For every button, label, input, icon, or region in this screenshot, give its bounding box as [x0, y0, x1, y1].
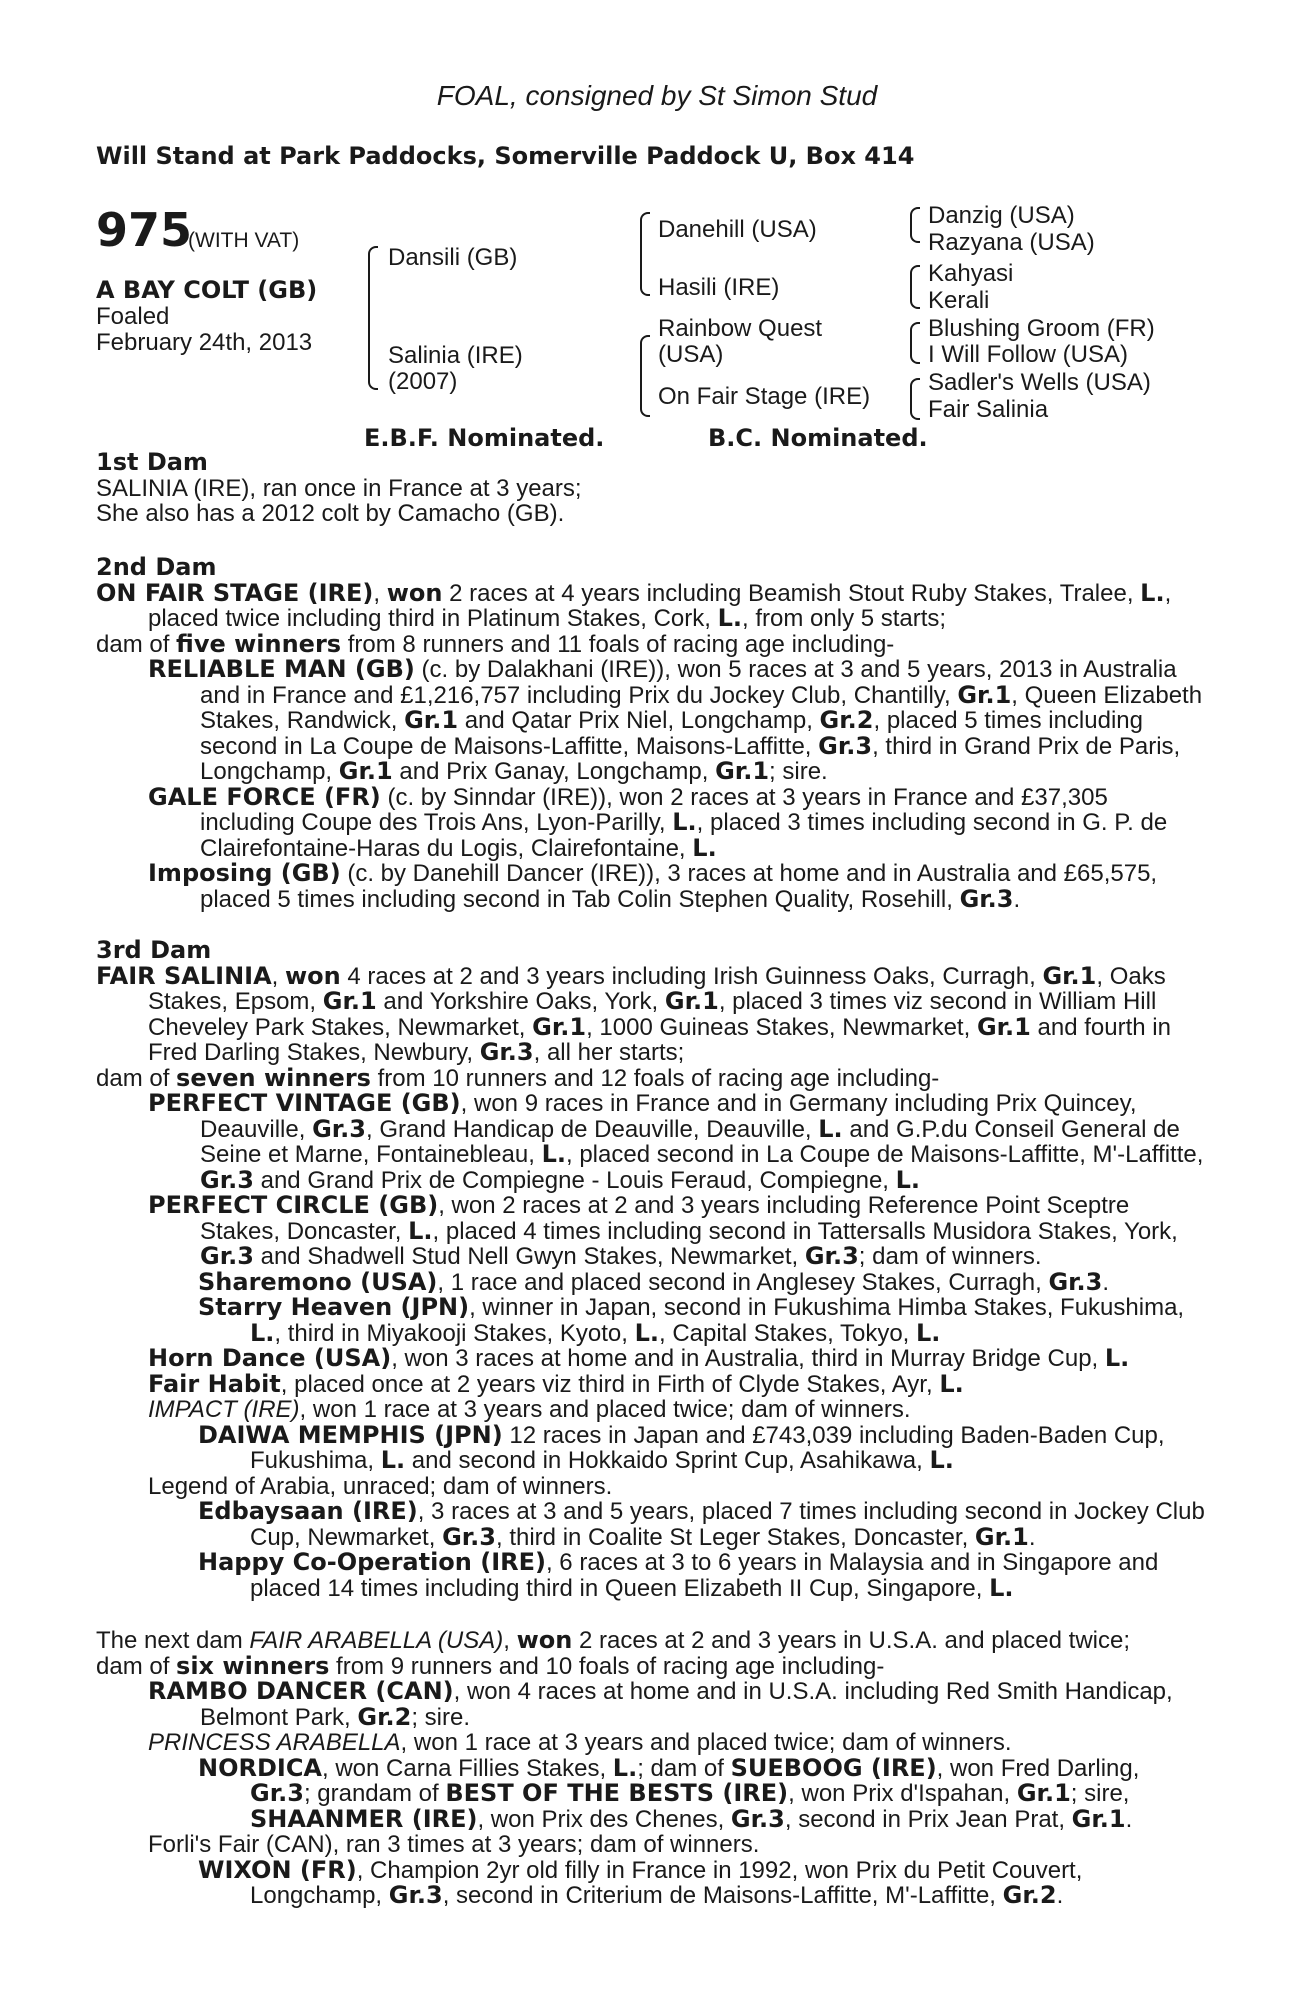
text: ,	[503, 1627, 517, 1654]
second-dam-produce-summary	[96, 629, 1206, 658]
text: from 8 runners and 11 foals of racing age including-	[341, 630, 895, 658]
pedigree-sire: Dansili (GB)	[388, 244, 518, 271]
third-dam-record	[96, 961, 1206, 1066]
text: and second in Hokkaido Sprint Cup, Asahikawa,	[405, 1447, 930, 1474]
produce-entry	[96, 1193, 1206, 1270]
text: , 1 race and placed second in Anglesey Stakes, Curragh,	[437, 1268, 1049, 1296]
produce-name: RAMBO DANCER (CAN)	[148, 1677, 454, 1705]
grade-marker: Gr.3	[730, 1804, 785, 1833]
text: , won Fred Darling,	[936, 1754, 1140, 1782]
produce-name: NORDICA	[198, 1753, 323, 1782]
text: (c. by Sinndar (IRE)), won 2 races at 3 years in France and £37,305 including Coupe des Trois Ans, Lyon-Parilly,	[200, 783, 1108, 836]
third-dam-heading: 3rd Dam	[96, 936, 212, 964]
grade-marker: Gr.3	[959, 884, 1014, 913]
produce-entry	[96, 1369, 1206, 1398]
pedigree-ssd: Razyana (USA)	[928, 229, 1095, 256]
grade-marker: Gr.2	[1002, 1881, 1057, 1909]
produce-entry	[96, 1295, 1206, 1346]
text: , won 2 races at 2 and 3 years including Reference Point Sceptre Stakes, Doncaster,	[200, 1192, 1130, 1245]
grade-marker: Gr.2	[357, 1702, 412, 1731]
text: and G.P.du Conseil General de Seine et Marne, Fontainebleau,	[200, 1115, 1180, 1168]
next-dam-record	[96, 1628, 1206, 1654]
grade-marker: Gr.1	[404, 706, 459, 734]
pedigree-dam-sire-line1: Rainbow Quest	[658, 315, 823, 342]
won-label: won	[285, 961, 341, 990]
pedigree-ddd: Fair Salinia	[928, 396, 1049, 423]
grade-marker: Gr.1	[976, 1012, 1031, 1041]
grade-marker: Gr.3	[804, 1242, 859, 1270]
text: .	[1102, 1268, 1110, 1296]
third-dam-section	[96, 938, 1206, 1601]
text: , won Prix d'Ispahan,	[788, 1780, 1017, 1807]
grade-marker: Gr.1	[974, 1522, 1029, 1551]
grade-marker: Gr.3	[818, 731, 873, 760]
produce-name: SHAANMER (IRE)	[250, 1804, 478, 1833]
pedigree-brace-sd	[910, 265, 920, 309]
produce-name: PERFECT CIRCLE (GB)	[148, 1191, 439, 1219]
text: and Shadwell Stud Nell Gwyn Stakes, Newmarket,	[253, 1243, 805, 1270]
listed-marker: L.	[1104, 1344, 1130, 1372]
text: , second in Criterium de Maisons-Laffitte, M'-Laffitte,	[442, 1882, 1003, 1909]
text: .	[1125, 1805, 1133, 1833]
produce-entry	[96, 1397, 1206, 1423]
bc-nominated: B.C. Nominated.	[708, 424, 928, 452]
text: and fourth in Fred Darling Stakes, Newbury,	[148, 1013, 1171, 1066]
next-dam-section	[96, 1628, 1206, 1909]
text: ; grandam of	[303, 1780, 446, 1807]
text: , won 3 races at home and in Australia, third in Murray Bridge Cup,	[391, 1345, 1105, 1372]
grade-marker: Gr.1	[1016, 1779, 1071, 1807]
page-title: FOAL, consigned by St Simon Stud	[436, 80, 878, 111]
first-dam-heading: 1st Dam	[96, 448, 208, 476]
listed-marker: L.	[250, 1318, 275, 1347]
ebf-nominated: E.B.F. Nominated.	[364, 424, 605, 452]
pedigree-sdd: Kerali	[928, 287, 990, 314]
produce-name: GALE FORCE (FR)	[148, 782, 381, 811]
pedigree-brace-ss	[910, 207, 920, 243]
text: ; sire.	[411, 1703, 471, 1731]
text: , won 9 races in France and in Germany including Prix Quincey, Deauville,	[200, 1090, 1137, 1143]
text: ; dam of winners.	[858, 1243, 1042, 1270]
text: , won 1 race at 3 years and placed twice; dam of winners.	[400, 1729, 1012, 1756]
grade-marker: Gr.3	[479, 1038, 534, 1066]
pedigree-dss: Blushing Groom (FR)	[928, 315, 1155, 342]
produce-entry: Forli's Fair (CAN), ran 3 times at 3 years; dam of winners.	[148, 1831, 760, 1858]
grade-marker: Gr.1	[1042, 961, 1097, 990]
produce-entry	[96, 1091, 1206, 1193]
horse-name: A BAY COLT (GB)	[96, 276, 318, 304]
produce-entry	[96, 1267, 1206, 1296]
produce-entry	[96, 1753, 1206, 1833]
listed-marker: L.	[612, 1753, 638, 1782]
text: , placed 5 times including second in La Coupe de Maisons-Laffitte, Maisons-Laffitte,	[200, 707, 1143, 760]
won-label: won	[386, 578, 443, 607]
produce-name: Happy Co-Operation (IRE)	[198, 1548, 546, 1576]
foaled-label: Foaled	[96, 303, 170, 330]
grade-marker: Gr.3	[312, 1114, 366, 1143]
text: .	[1028, 1523, 1036, 1551]
text: 2 races at 2 and 3 years in U.S.A. and placed twice;	[572, 1627, 1130, 1654]
listed-marker: L.	[1140, 578, 1165, 607]
first-dam-line1: SALINIA (IRE), ran once in France at 3 years;	[96, 474, 582, 502]
text: , placed 3 times including second in G. P. de Clairefontaine-Haras du Logis, Clairefontaine,	[200, 809, 1168, 862]
grade-marker: Gr.3	[1048, 1267, 1103, 1296]
pedigree-brace-sire	[640, 212, 650, 296]
produce-entry	[96, 1730, 1206, 1756]
produce-name: Sharemono (USA)	[198, 1267, 438, 1296]
stand-location: Will Stand at Park Paddocks, Somerville Paddock U, Box 414	[96, 142, 915, 170]
text: , third in Miyakooji Stakes, Kyoto,	[274, 1319, 635, 1347]
text: and Grand Prix de Compiegne - Louis Feraud, Compiegne,	[253, 1166, 896, 1194]
text: , winner in Japan, second in Fukushima Himba Stakes, Fukushima,	[469, 1294, 1185, 1321]
second-dam-name: ON FAIR STAGE (IRE)	[96, 578, 374, 607]
text: .	[1056, 1882, 1064, 1909]
listed-marker: L.	[380, 1446, 406, 1474]
text: ; dam of	[637, 1754, 731, 1782]
text: (c. by Dalakhani (IRE)), won 5 races at 3 and 5 years, 2013 in Australia and in France and £1,216,757 including Prix du Jockey Club, Chantilly,	[200, 656, 1177, 709]
text: dam of	[96, 1652, 177, 1680]
grade-marker: Gr.1	[715, 757, 770, 785]
produce-name: PERFECT VINTAGE (GB)	[148, 1089, 461, 1117]
text: 4 races at 2 and 3 years including Irish Guinness Oaks, Curragh,	[340, 962, 1043, 990]
produce-name: Fair Habit	[148, 1369, 281, 1398]
text: , 3 races at 3 and 5 years, placed 7 times including second in Jockey Club Cup, Newmarket,	[250, 1498, 1205, 1551]
won-label: won	[516, 1626, 573, 1654]
grade-marker: Gr.3	[388, 1881, 443, 1909]
grade-marker: Gr.1	[338, 757, 393, 785]
text: and Qatar Prix Niel, Longchamp,	[458, 707, 820, 734]
text: 2 races at 4 years including Beamish Stout Ruby Stakes, Tralee,	[442, 579, 1141, 607]
text: , Queen Elizabeth Stakes, Randwick,	[200, 681, 1203, 734]
text: dam of	[96, 630, 177, 658]
grade-marker: Gr.1	[322, 987, 377, 1015]
pedigree-sire-sire: Danehill (USA)	[658, 216, 817, 243]
text: , Grand Handicap de Deauville, Deauville,	[366, 1115, 819, 1143]
pedigree-dam-dam: On Fair Stage (IRE)	[658, 383, 871, 410]
listed-marker: L.	[818, 1114, 843, 1143]
vat-note: (WITH VAT)	[188, 229, 300, 252]
listed-marker: L.	[939, 1369, 964, 1398]
produce-entry	[96, 782, 1206, 862]
listed-marker: L.	[634, 1318, 659, 1347]
text: , Capital Stakes, Tokyo,	[659, 1319, 917, 1347]
text: , Champion 2yr old filly in France in 1992, won Prix du Petit Couvert, Longchamp,	[250, 1856, 1083, 1909]
produce-name: DAIWA MEMPHIS (JPN)	[198, 1420, 503, 1449]
text: , placed second in La Coupe de Maisons-Laffitte, M'-Laffitte,	[565, 1141, 1204, 1168]
grade-marker: Gr.3	[250, 1779, 304, 1807]
produce-name: Horn Dance (USA)	[148, 1344, 392, 1372]
grade-marker: Gr.3	[200, 1165, 254, 1194]
grade-marker: Gr.2	[819, 706, 874, 734]
pedigree-dsd: I Will Follow (USA)	[928, 341, 1129, 368]
produce-name: BEST OF THE BESTS (IRE)	[445, 1779, 789, 1807]
pedigree-brace-dam	[640, 335, 650, 417]
text: (c. by Danehill Dancer (IRE)), 3 races at home and in Australia and £65,575, placed 5 times including second in Tab Colin Stephen Quality, Rosehill,	[200, 860, 1158, 913]
listed-marker: L.	[929, 1446, 954, 1474]
produce-entry: Legend of Arabia, unraced; dam of winners.	[148, 1472, 613, 1500]
produce-name: RELIABLE MAN (GB)	[148, 655, 415, 683]
produce-name: IMPACT (IRE)	[148, 1396, 300, 1423]
text: , second in Prix Jean Prat,	[784, 1805, 1072, 1833]
produce-entry	[96, 1855, 1206, 1909]
text: ,	[271, 962, 285, 990]
listed-marker: L.	[895, 1165, 921, 1194]
text: , placed 3 times viz second in William Hill Cheveley Park Stakes, Newmarket,	[148, 988, 1157, 1041]
text: , from only 5 starts;	[742, 605, 947, 632]
third-dam-produce-summary	[96, 1063, 1206, 1092]
second-dam-heading: 2nd Dam	[96, 553, 217, 581]
pedigree-brace-dd	[910, 378, 920, 420]
text: 12 races in Japan and £743,039 including Baden-Baden Cup, Fukushima,	[250, 1421, 1165, 1474]
text: .	[1013, 885, 1021, 913]
grade-marker: Gr.1	[1071, 1804, 1126, 1833]
pedigree-dam: Salinia (IRE)	[388, 342, 523, 369]
produce-entry	[96, 1420, 1206, 1474]
next-dam-name: FAIR ARABELLA (USA)	[249, 1627, 504, 1654]
grade-marker: Gr.3	[200, 1242, 254, 1270]
text: from 9 runners and 10 foals of racing age including-	[329, 1652, 885, 1680]
first-dam-section	[96, 450, 1206, 527]
produce-entry	[96, 1679, 1206, 1730]
second-dam-section	[96, 555, 1206, 912]
second-dam-record	[96, 578, 1206, 632]
text: , third in Grand Prix de Paris, Longchamp,	[200, 732, 1181, 785]
listed-marker: L.	[672, 808, 697, 836]
text: , 1000 Guineas Stakes, Newmarket,	[586, 1013, 977, 1041]
lot-number: 975	[96, 203, 193, 257]
text: , placed 4 times including second in Tattersalls Musidora Stakes, York,	[432, 1217, 1178, 1245]
text: from 10 runners and 12 foals of racing age including-	[370, 1064, 940, 1092]
text: , 6 races at 3 to 6 years in Malaysia and in Singapore and placed 14 times including third in Queen Elizabeth II Cup, Singapore,	[250, 1549, 1159, 1602]
pedigree-dam-sire-line2: (USA)	[658, 341, 724, 368]
produce-entry	[96, 1550, 1206, 1601]
produce-entry	[96, 861, 1206, 912]
grade-marker: Gr.1	[957, 680, 1012, 709]
produce-entry	[96, 1346, 1206, 1372]
text: and Yorkshire Oaks, York,	[376, 988, 665, 1015]
pedigree-sss: Danzig (USA)	[928, 202, 1075, 229]
text: , placed twice including third in Platinum Stakes, Cork,	[148, 579, 1172, 632]
listed-marker: L.	[692, 833, 717, 862]
listed-marker: L.	[916, 1318, 941, 1347]
grade-marker: Gr.1	[532, 1012, 587, 1041]
text: , all her starts;	[533, 1039, 685, 1066]
text: , won 4 races at home and in U.S.A. including Red Smith Handicap, Belmont Park,	[200, 1678, 1173, 1731]
winners-count: five winners	[176, 629, 342, 658]
foaled-date: February 24th, 2013	[96, 329, 313, 356]
text: ; sire.	[769, 758, 828, 785]
pedigree-brace-gen1	[368, 246, 378, 390]
listed-marker: L.	[541, 1140, 566, 1168]
produce-name: Edbaysaan (IRE)	[198, 1497, 418, 1525]
text: ; sire,	[1070, 1780, 1130, 1807]
produce-name: Imposing (GB)	[148, 859, 341, 887]
listed-marker: L.	[717, 604, 743, 632]
text: , Oaks Stakes, Epsom,	[148, 962, 1166, 1015]
listed-marker: L.	[408, 1216, 433, 1245]
pedigree-sds: Kahyasi	[928, 260, 1014, 287]
text: , placed once at 2 years viz third in Firth of Clyde Stakes, Ayr,	[280, 1370, 940, 1398]
grade-marker: Gr.3	[442, 1522, 496, 1551]
text: The next dam	[96, 1627, 250, 1654]
text: , won 1 race at 3 years and placed twice; dam of winners.	[299, 1396, 911, 1423]
text: and Prix Ganay, Longchamp,	[392, 758, 716, 785]
winners-count: seven winners	[176, 1063, 371, 1092]
produce-entry	[96, 1499, 1206, 1550]
text: , won Carna Fillies Stakes,	[322, 1754, 613, 1782]
next-dam-produce-summary	[96, 1651, 1206, 1680]
text: , third in Coalite St Leger Stakes, Doncaster,	[496, 1523, 975, 1551]
produce-entry	[96, 657, 1206, 785]
third-dam-name: FAIR SALINIA	[96, 961, 272, 990]
produce-name: SUEBOOG (IRE)	[730, 1753, 937, 1782]
pedigree-brace-ds	[910, 322, 920, 364]
pedigree-sire-dam: Hasili (IRE)	[658, 274, 780, 301]
listed-marker: L.	[989, 1573, 1014, 1602]
grade-marker: Gr.1	[664, 987, 719, 1015]
produce-name: WIXON (FR)	[198, 1855, 357, 1884]
text: , won Prix des Chenes,	[477, 1805, 731, 1833]
produce-name: Starry Heaven (JPN)	[198, 1293, 470, 1321]
pedigree-dds: Sadler's Wells (USA)	[928, 369, 1151, 396]
text: dam of	[96, 1064, 177, 1092]
produce-name: PRINCESS ARABELLA	[148, 1729, 401, 1756]
winners-count: six winners	[176, 1651, 330, 1680]
text: ,	[373, 579, 387, 607]
first-dam-line2: She also has a 2012 colt by Camacho (GB).	[96, 500, 565, 527]
pedigree-dam-year: (2007)	[388, 368, 458, 395]
